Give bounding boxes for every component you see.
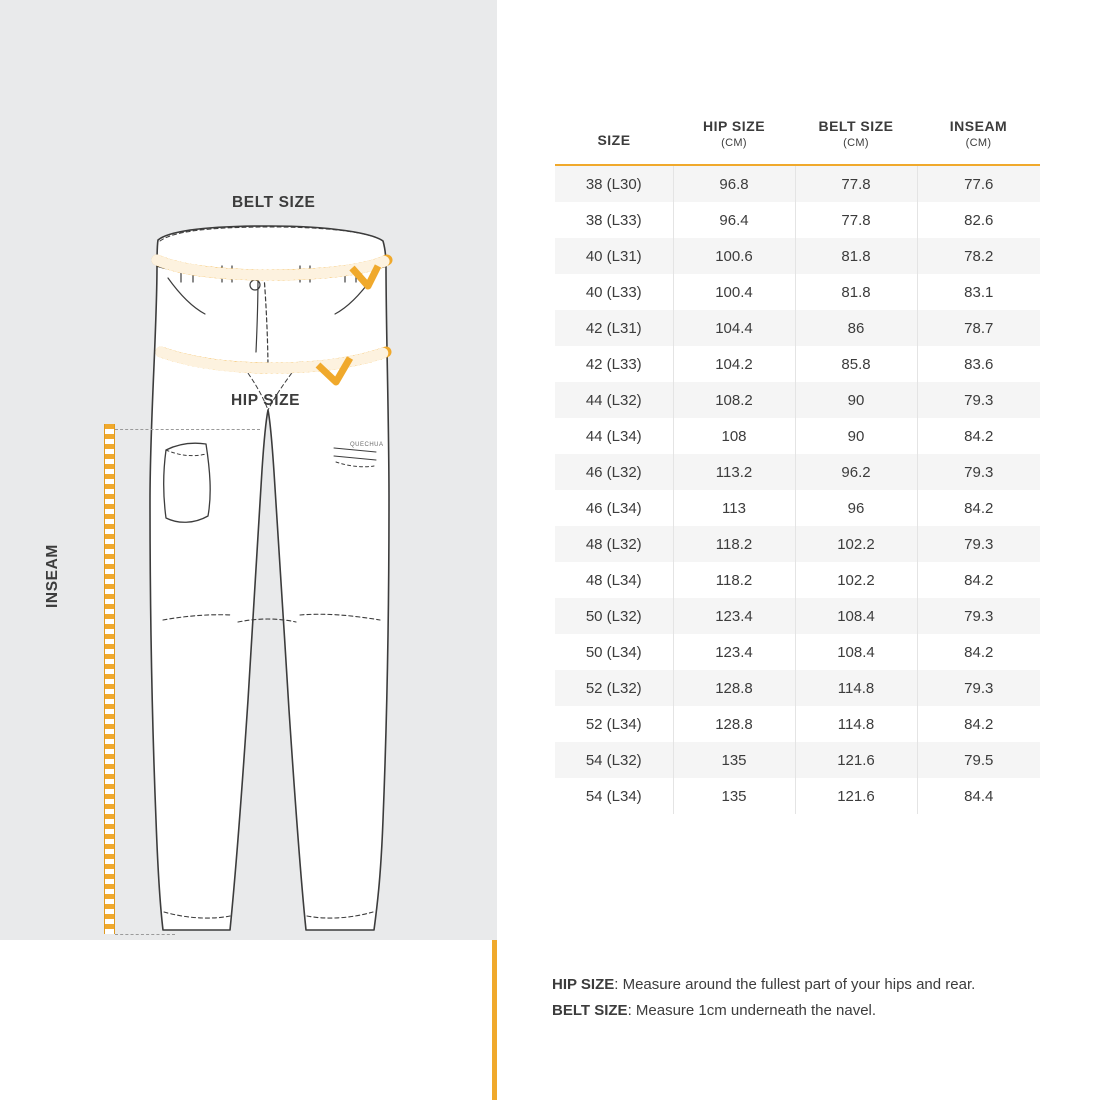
note-hip-lead: HIP SIZE xyxy=(552,976,615,993)
cell-hip: 123.4 xyxy=(673,634,795,670)
cell-size: 48 (L34) xyxy=(555,562,673,598)
cell-belt: 85.8 xyxy=(795,346,917,382)
cell-size: 50 (L34) xyxy=(555,634,673,670)
column-header-belt-unit: (CM) xyxy=(843,136,869,149)
note-belt-lead: BELT SIZE xyxy=(552,1002,628,1020)
cell-size: 40 (L31) xyxy=(555,238,673,274)
cell-size: 42 (L33) xyxy=(555,346,673,382)
cell-inseam: 79.3 xyxy=(964,679,994,697)
cell-size: 46 (L34) xyxy=(555,490,673,526)
cell-hip: 96.4 xyxy=(673,202,795,238)
cell-hip: 135 xyxy=(673,778,795,814)
cell-size: 38 (L33) xyxy=(555,202,673,238)
note-belt-text: : Measure 1cm underneath the navel. xyxy=(627,1002,877,1020)
cell-belt: 108.4 xyxy=(795,634,917,670)
cell-inseam: 84.2 xyxy=(964,427,994,445)
hip-size-label: HIP SIZE xyxy=(231,392,301,409)
cell-size: 38 (L30) xyxy=(555,165,673,202)
cell-belt: 114.8 xyxy=(795,706,917,742)
table-row xyxy=(555,742,1040,778)
cell-size: 50 (L32) xyxy=(555,598,673,634)
table-row xyxy=(555,382,1040,418)
cell-hip: 113.2 xyxy=(673,454,795,490)
inseam-ruler xyxy=(104,424,115,934)
cell-hip: 104.4 xyxy=(673,310,795,346)
cell-belt: 77.8 xyxy=(795,165,917,202)
inseam-bottom-guide xyxy=(115,934,175,935)
cell-size: 52 (L32) xyxy=(555,670,673,706)
belt-size-label: BELT SIZE xyxy=(232,194,316,211)
cell-hip: 118.2 xyxy=(673,562,795,598)
table-row xyxy=(555,346,1040,382)
table-row xyxy=(555,165,1040,202)
table-row xyxy=(555,490,1040,526)
column-header-belt-label: BELT SIZE xyxy=(818,118,894,134)
cell-size: 42 (L31) xyxy=(555,310,673,346)
cell-size: 52 (L34) xyxy=(555,706,673,742)
cell-belt: 121.6 xyxy=(795,778,917,814)
cell-inseam: 79.5 xyxy=(964,751,994,769)
cell-belt: 96.2 xyxy=(795,454,917,490)
table-row xyxy=(555,238,1040,274)
cell-inseam: 84.2 xyxy=(964,571,994,589)
cell-inseam: 84.2 xyxy=(964,643,994,661)
cell-size: 40 (L33) xyxy=(555,274,673,310)
table-body xyxy=(555,165,1040,814)
table-row xyxy=(555,670,1040,706)
table-row xyxy=(555,418,1040,454)
cell-belt: 77.8 xyxy=(795,202,917,238)
cell-size: 48 (L32) xyxy=(555,526,673,562)
table-row xyxy=(555,526,1040,562)
column-header-hip-label: HIP SIZE xyxy=(702,118,766,134)
cell-belt: 121.6 xyxy=(795,742,917,778)
cell-inseam: 79.3 xyxy=(964,463,994,481)
cell-hip: 108 xyxy=(673,418,795,454)
cell-inseam: 84.2 xyxy=(964,499,994,517)
cell-inseam: 83.6 xyxy=(964,355,994,373)
illustration-panel xyxy=(0,0,497,940)
cell-belt: 86 xyxy=(795,310,917,346)
cell-size: 54 (L32) xyxy=(555,742,673,778)
cell-hip: 118.2 xyxy=(673,526,795,562)
column-header-hip xyxy=(673,118,795,165)
brand-tag: QUECHUA xyxy=(350,442,384,448)
size-chart-table xyxy=(555,118,1040,814)
cell-inseam: 78.7 xyxy=(964,319,994,337)
cell-size: 54 (L34) xyxy=(555,778,673,814)
inseam-label: INSEAM xyxy=(44,544,61,608)
cell-inseam: 79.3 xyxy=(964,535,994,553)
cell-belt: 81.8 xyxy=(795,274,917,310)
cell-size: 44 (L32) xyxy=(555,382,673,418)
cell-inseam: 79.3 xyxy=(964,607,994,625)
cell-size: 44 (L34) xyxy=(555,418,673,454)
column-header-inseam xyxy=(917,118,1040,165)
cell-size: 46 (L32) xyxy=(555,454,673,490)
table-row xyxy=(555,202,1040,238)
cell-belt: 102.2 xyxy=(795,526,917,562)
table-row xyxy=(555,706,1040,742)
table-panel xyxy=(497,0,1100,1100)
cell-inseam: 82.6 xyxy=(964,211,994,229)
column-header-size xyxy=(555,118,673,165)
cell-hip: 113 xyxy=(673,490,795,526)
cell-inseam: 77.6 xyxy=(964,175,994,193)
trousers-diagram xyxy=(0,0,497,940)
table-row xyxy=(555,310,1040,346)
cell-belt: 90 xyxy=(795,382,917,418)
column-header-inseam-unit: (CM) xyxy=(965,136,992,149)
cell-hip: 108.2 xyxy=(673,382,795,418)
table-header-row xyxy=(555,118,1040,165)
cell-hip: 100.6 xyxy=(673,238,795,274)
note-hip xyxy=(552,972,1082,998)
cell-inseam: 78.2 xyxy=(964,247,994,265)
cell-inseam: 83.1 xyxy=(964,283,994,301)
cell-hip: 128.8 xyxy=(673,706,795,742)
cell-hip: 123.4 xyxy=(673,598,795,634)
column-header-inseam-label: INSEAM xyxy=(949,118,1008,134)
cell-belt: 90 xyxy=(795,418,917,454)
column-header-size-label: SIZE xyxy=(597,131,631,148)
cell-inseam: 84.4 xyxy=(964,787,994,805)
note-belt xyxy=(552,998,1082,1024)
cell-hip: 96.8 xyxy=(673,165,795,202)
table-row xyxy=(555,562,1040,598)
table-row xyxy=(555,634,1040,670)
cell-inseam: 84.2 xyxy=(964,715,994,733)
table-row xyxy=(555,274,1040,310)
cell-hip: 128.8 xyxy=(673,670,795,706)
cell-belt: 102.2 xyxy=(795,562,917,598)
cell-hip: 135 xyxy=(673,742,795,778)
note-hip-text: : Measure around the fullest part of your hips and rear. xyxy=(614,976,976,993)
column-header-belt xyxy=(795,118,917,165)
table-row xyxy=(555,778,1040,814)
cell-belt: 114.8 xyxy=(795,670,917,706)
cell-belt: 96 xyxy=(795,490,917,526)
column-header-hip-unit: (CM) xyxy=(721,136,747,149)
cell-belt: 81.8 xyxy=(795,238,917,274)
measurement-notes xyxy=(552,972,1082,1025)
inseam-top-guide xyxy=(115,429,260,430)
cell-belt: 108.4 xyxy=(795,598,917,634)
table-row xyxy=(555,598,1040,634)
cell-hip: 100.4 xyxy=(673,274,795,310)
cell-hip: 104.2 xyxy=(673,346,795,382)
cell-inseam: 79.3 xyxy=(964,391,994,409)
table-row xyxy=(555,454,1040,490)
